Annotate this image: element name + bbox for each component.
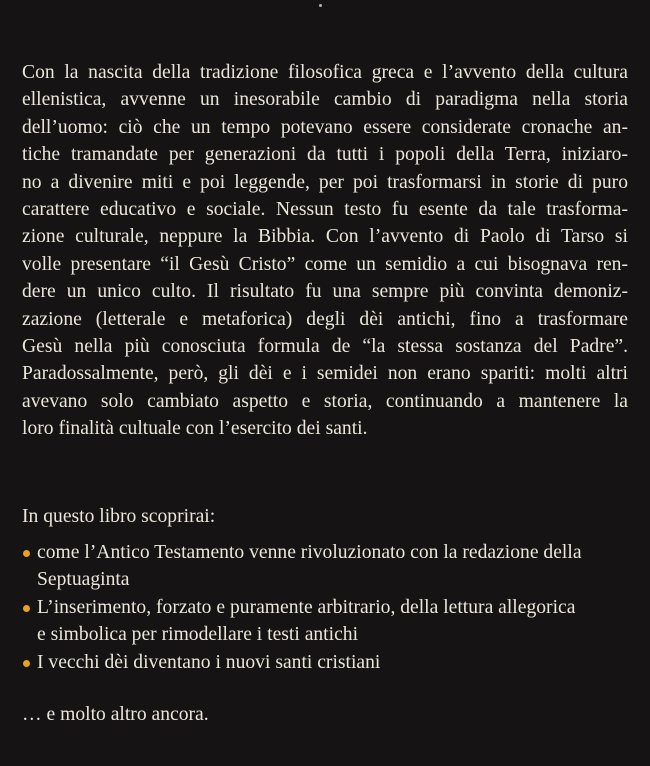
bullet-dot-icon — [23, 660, 30, 667]
topic-list-item — [22, 539, 638, 594]
description-line: loro finalità cultuale con l’esercito dei santi. — [22, 418, 368, 440]
bullet-dot-icon — [23, 605, 30, 612]
description-line: avevano solo cambiato aspetto e storia, continuando a mantenere la — [22, 390, 628, 412]
description-line: tiche tramandate per generazioni da tutti i popoli della Terra, iniziaro- — [22, 144, 628, 166]
topic-line: come l’Antico Testamento venne rivoluzionato con la redazione della — [37, 542, 582, 563]
topic-list-item — [22, 594, 638, 649]
topic-line: L’inserimento, forzato e puramente arbitrario, della lettura allegorica — [37, 596, 576, 618]
description-line: no a divenire miti e poi leggende, per poi trasformarsi in storie di puro — [22, 171, 628, 193]
description-line: volle presentare “il Gesù Cristo” come un semidio a cui bisognava ren- — [22, 253, 628, 275]
topic-line: I vecchi dèi diventano i nuovi santi cristiani — [37, 651, 381, 673]
top-mark — [319, 4, 322, 7]
description-line: Gesù nella più conosciuta formula de “la stessa sostanza del Padre”. — [22, 336, 628, 358]
description-line: Con la nascita della tradizione filosofica greca e l’avvento della cultura — [22, 62, 628, 83]
topic-list-item — [22, 649, 638, 676]
description-line: carattere educativo e sociale. Nessun testo fu esente da tale trasforma- — [22, 199, 628, 221]
list-intro: In questo libro scoprirai: — [22, 506, 216, 527]
closing-line: … e molto altro ancora. — [22, 704, 209, 725]
description-line: Paradossalmente, però, gli dèi e i semidei non erano spariti: molti altri — [22, 363, 628, 385]
description-line: zazione (letterale e metaforica) degli dèi antichi, fino a trasformare — [22, 308, 628, 330]
topic-line: e simbolica per rimodellare i testi antichi — [37, 624, 359, 646]
description-line: dere un unico culto. Il risultato fu una sempre più convinta demoniz- — [22, 281, 628, 303]
description-line: ellenistica, avvenne un inesorabile cambio di paradigma nella storia — [22, 89, 628, 111]
description-line: zione culturale, neppure la Bibbia. Con l’avvento di Paolo di Tarso si — [22, 226, 628, 248]
topic-list — [22, 539, 638, 676]
bullet-dot-icon — [23, 550, 30, 557]
description-line: dell’uomo: ciò che un tempo potevano essere considerate cronache an- — [22, 116, 628, 138]
topic-line: Septuaginta — [37, 569, 130, 591]
book-description — [22, 59, 628, 443]
